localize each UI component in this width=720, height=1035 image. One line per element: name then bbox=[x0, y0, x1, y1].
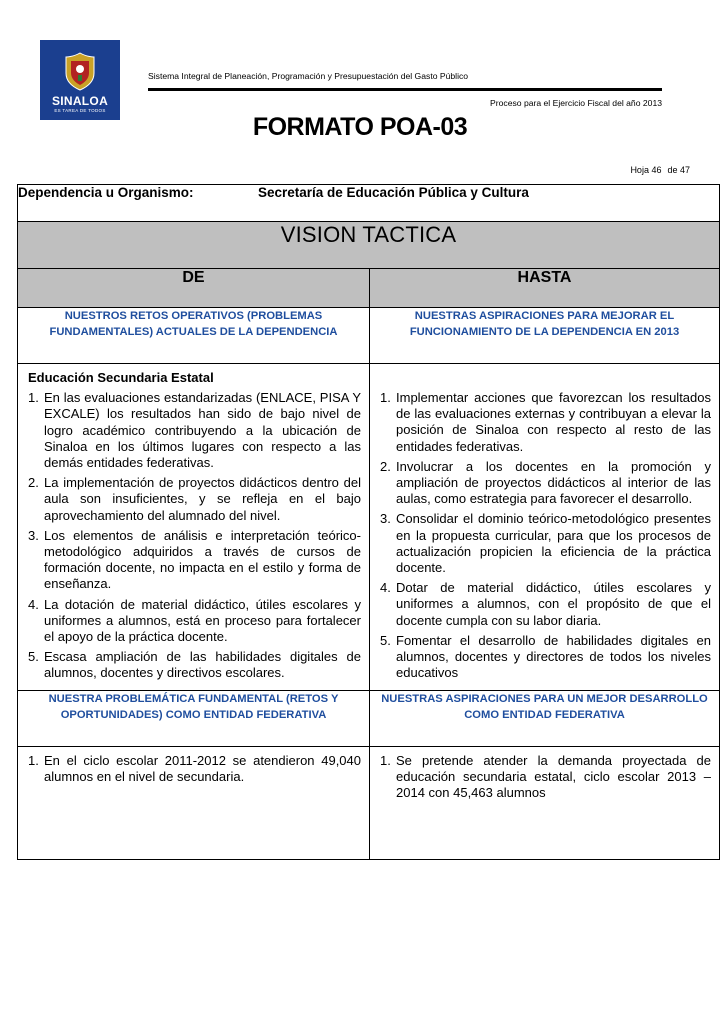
section-title: VISION TACTICA bbox=[18, 222, 720, 269]
list-item: 1. En las evaluaciones estandarizadas (ENLACE, PISA Y EXCALE) los resultados han sido de bajo nivel de logro académico contribuyendo a la ubicación de Sinaloa en los últimos lugares con respecto a las demás entidades federativas. bbox=[28, 390, 361, 471]
block2-left-header: NUESTRA PROBLEMÁTICA FUNDAMENTAL (RETOS Y OPORTUNIDADES) COMO ENTIDAD FEDERATIVA bbox=[18, 690, 370, 746]
block1-left-heading: Educación Secundaria Estatal bbox=[28, 370, 214, 385]
header-divider bbox=[148, 88, 662, 91]
page-number: Hoja 46 bbox=[630, 165, 662, 175]
section-title-row bbox=[18, 222, 720, 269]
coat-of-arms-icon bbox=[63, 51, 97, 91]
block1-left-header: NUESTROS RETOS OPERATIVOS (PROBLEMAS FUNDAMENTALES) ACTUALES DE LA DEPENDENCIA bbox=[18, 308, 370, 364]
system-title: Sistema Integral de Planeación, Programación y Presupuestación del Gasto Público bbox=[148, 71, 469, 81]
block1-left-cell bbox=[18, 364, 370, 691]
list-item: 1. En el ciclo escolar 2011-2012 se atendieron 49,040 alumnos en el nivel de secundaria. bbox=[28, 753, 361, 785]
list-item: 3. Los elementos de análisis e interpretación teórico-metodológico adquiridos a través de cursos de formación docente, no impacta en el estilo y forma de enseñanza. bbox=[28, 528, 361, 593]
list-item: 5. Escasa ampliación de las habilidades digitales de alumnos, docentes y directivos escolares. bbox=[28, 649, 361, 681]
block1-content-row bbox=[18, 364, 720, 691]
list-item: 1. Implementar acciones que favorezcan los resultados de las evaluaciones externas y contribuyan a elevar la posición de Sinaloa con respecto al resto de las entidades federativas. bbox=[380, 390, 711, 455]
list-item: 4. La dotación de material didáctico, útiles escolares y uniformes a alumnos, está en proceso para fortalecer el apoyo de la práctica docente. bbox=[28, 597, 361, 646]
column-header-hasta: HASTA bbox=[370, 269, 720, 308]
block1-right-list bbox=[380, 390, 711, 681]
list-item: 1. Se pretende atender la demanda proyectada de educación secundaria estatal, ciclo escolar 2013 – 2014 con 45,463 alumnos bbox=[380, 753, 711, 802]
block2-left-list bbox=[28, 753, 361, 785]
block2-right-cell bbox=[370, 746, 720, 859]
dependency-cell bbox=[18, 185, 720, 222]
process-title: Proceso para el Ejercicio Fiscal del año 2013 bbox=[490, 98, 662, 108]
dependency-label: Dependencia u Organismo: bbox=[18, 185, 194, 200]
block2-right-header: NUESTRAS ASPIRACIONES PARA UN MEJOR DESARROLLO COMO ENTIDAD FEDERATIVA bbox=[370, 690, 720, 746]
page-indicator bbox=[630, 165, 690, 175]
block1-right-header: NUESTRAS ASPIRACIONES PARA MEJORAR EL FUNCIONAMIENTO DE LA DEPENDENCIA EN 2013 bbox=[370, 308, 720, 364]
page-total: de 47 bbox=[667, 165, 690, 175]
block2-header-row bbox=[18, 690, 720, 746]
block2-content-row bbox=[18, 746, 720, 859]
column-header-de: DE bbox=[18, 269, 370, 308]
column-header-row bbox=[18, 269, 720, 308]
block2-left-cell bbox=[18, 746, 370, 859]
block1-left-list bbox=[28, 390, 361, 681]
list-item: 2. Involucrar a los docentes en la promoción y ampliación de proyectos didácticos al interior de las aulas, como estrategia para favorecer el desarrollo. bbox=[380, 459, 711, 508]
sinaloa-logo bbox=[40, 40, 120, 120]
dependency-row bbox=[18, 185, 720, 222]
logo-name: SINALOA bbox=[51, 94, 109, 108]
list-item: 4. Dotar de material didáctico, útiles escolares y uniformes a alumnos, con el propósito de que el docente cumpla con su labor diaria. bbox=[380, 580, 711, 629]
dependency-value: Secretaría de Educación Pública y Cultura bbox=[258, 185, 529, 200]
block2-right-list bbox=[380, 753, 711, 802]
form-title: FORMATO POA-03 bbox=[252, 113, 468, 141]
list-item: 5. Fomentar el desarrollo de habilidades digitales en alumnos, docentes y directores de todos los niveles educativos bbox=[380, 633, 711, 682]
list-item: 3. Consolidar el dominio teórico-metodológico presentes en la propuesta curricular, para que los procesos de actualización propicien la eficiencia de la práctica docente. bbox=[380, 511, 711, 576]
block1-header-row bbox=[18, 308, 720, 364]
block1-right-cell bbox=[370, 364, 720, 691]
logo-tagline: ES TAREA DE TODOS bbox=[54, 108, 106, 113]
vision-tactica-table bbox=[17, 184, 720, 860]
list-item: 2. La implementación de proyectos didácticos dentro del aula son insuficientes, y se refleja en el bajo aprovechamiento del alumnado del nivel. bbox=[28, 475, 361, 524]
